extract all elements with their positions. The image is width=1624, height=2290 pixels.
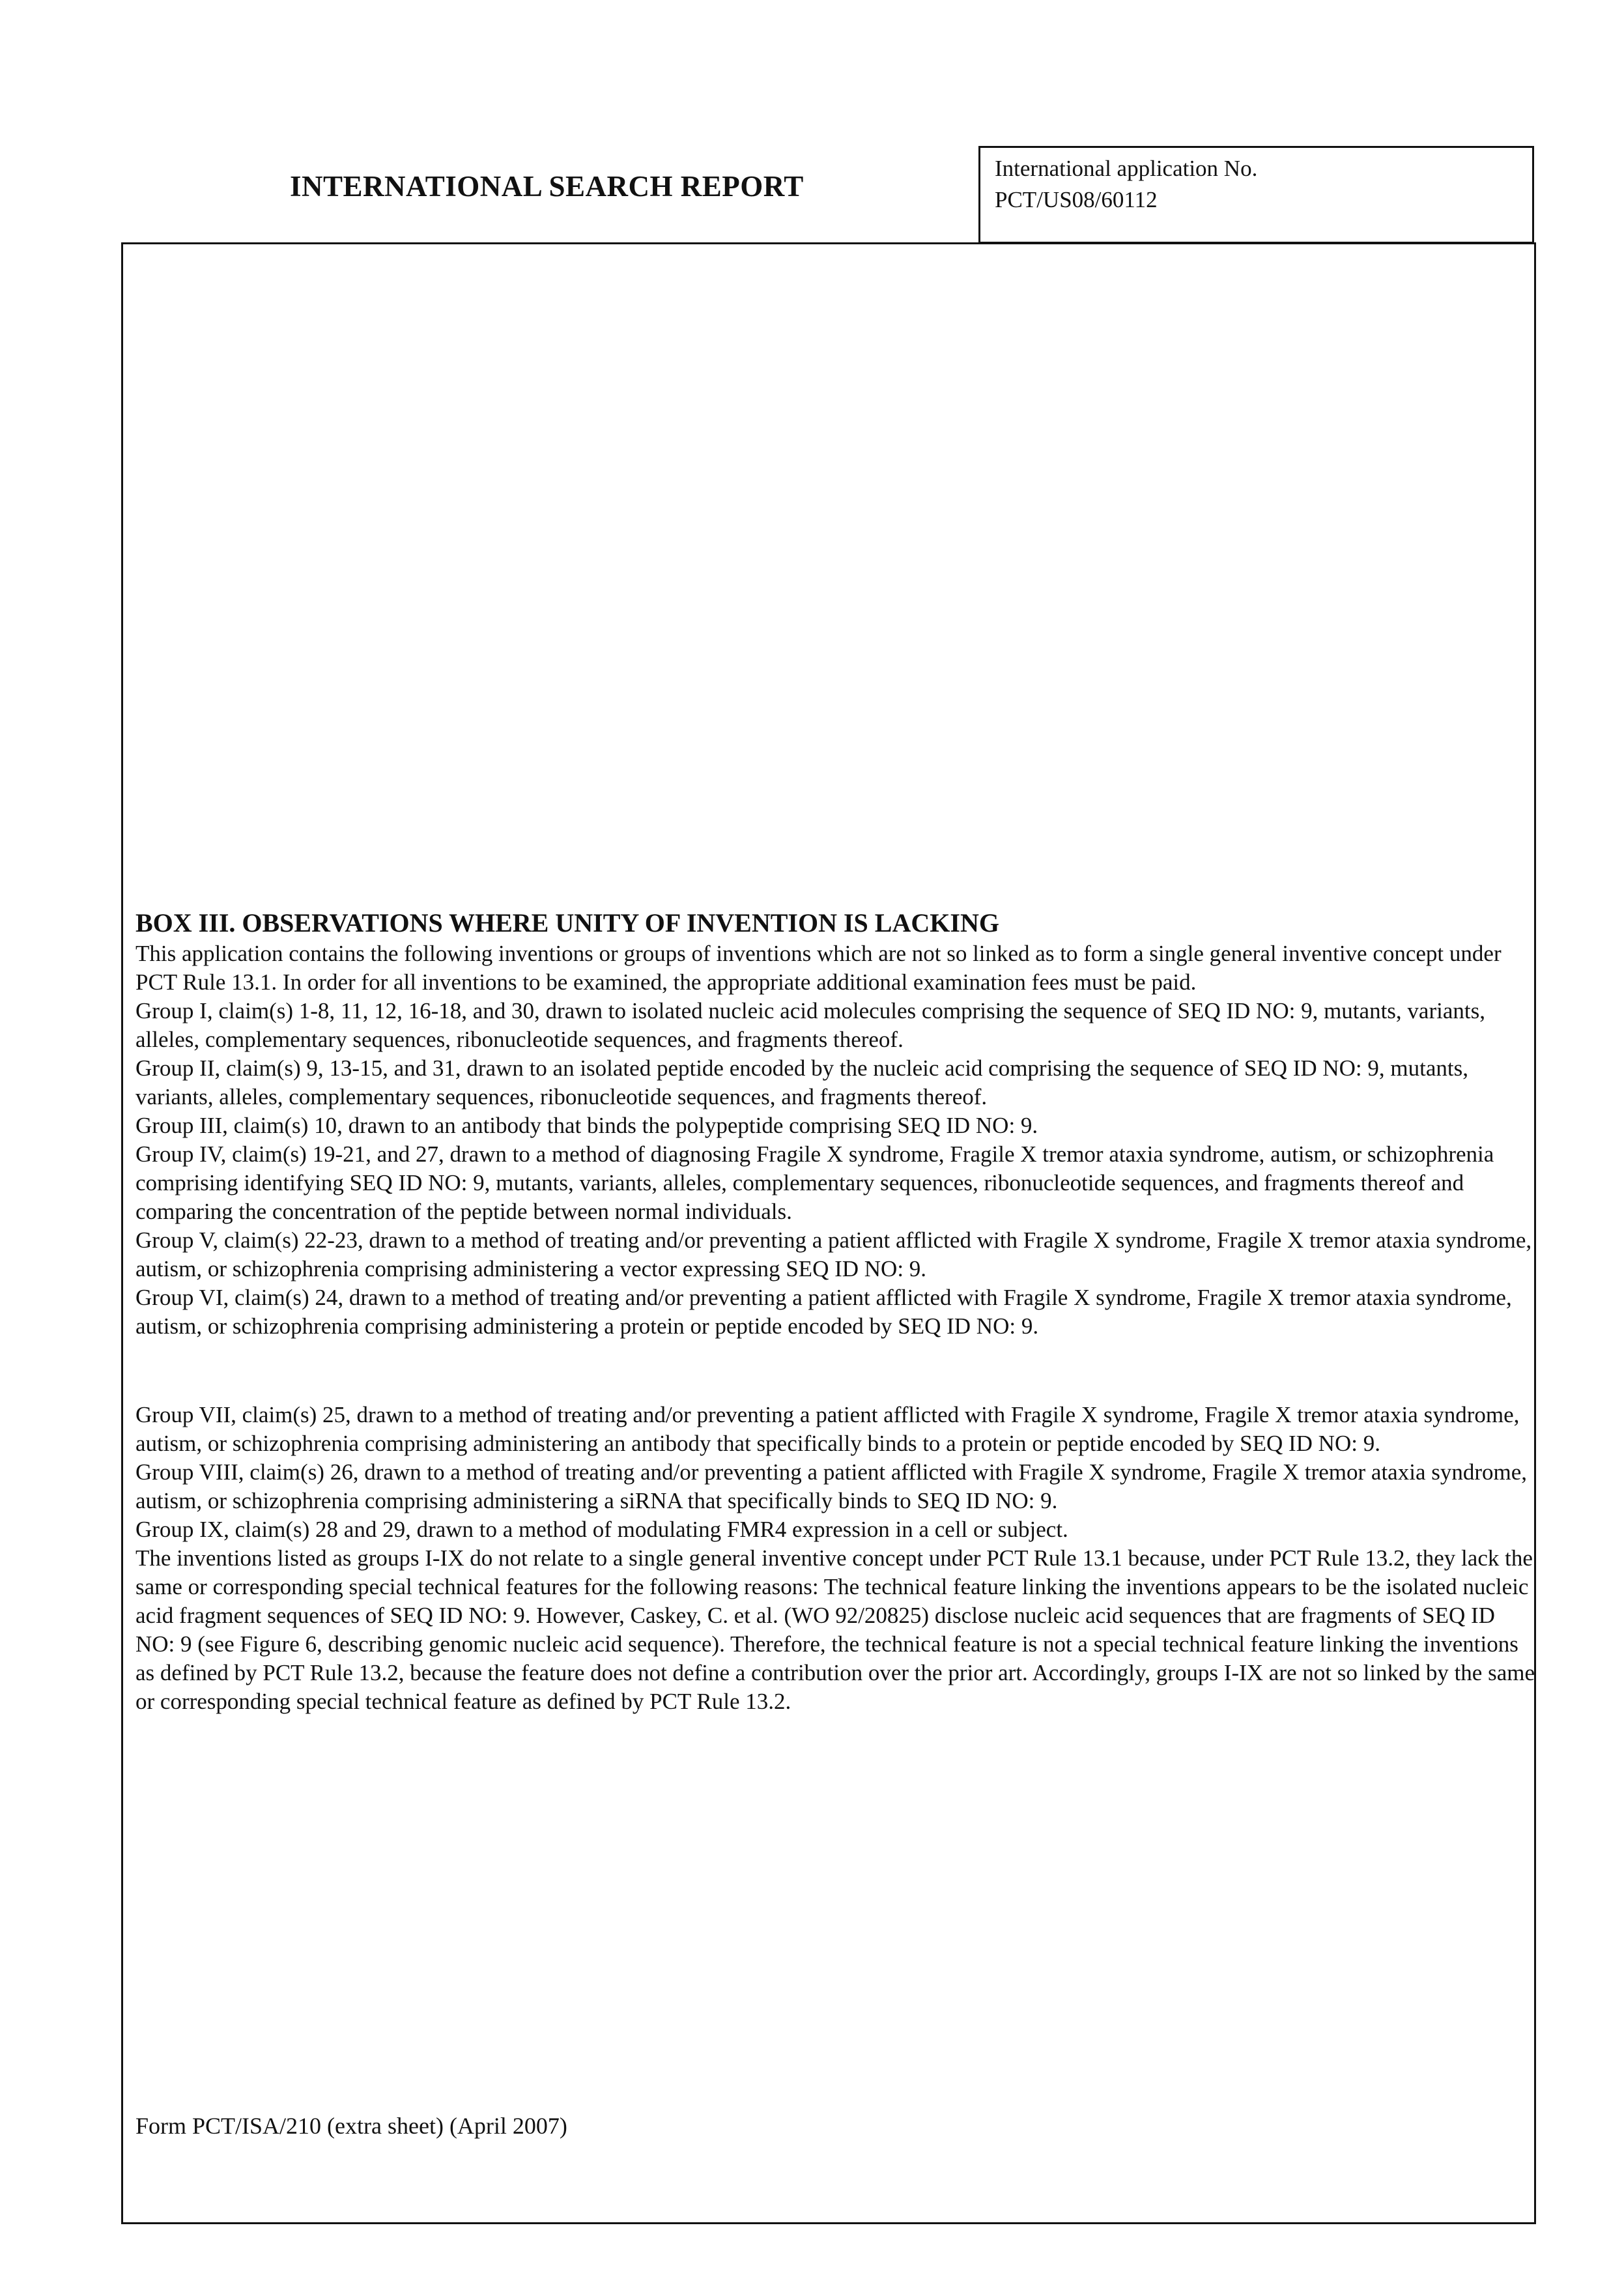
group-item: Group VII, claim(s) 25, drawn to a method of treating and/or preventing a patient afflicted with Fragile X syndrome, Fragile X tremor ataxia syndrome, autism, or schizophrenia comprising administering an antibody that specifically binds to a protein or peptide encoded by SEQ ID NO: 9. [135, 1402, 1520, 1456]
group-item: Group VI, claim(s) 24, drawn to a method of treating and/or preventing a patient afflicted with Fragile X syndrome, Fragile X tremor ataxia syndrome, autism, or schizophrenia comprising administering a protein or peptide encoded by SEQ ID NO: 9. [135, 1285, 1512, 1339]
group-item: Group III, claim(s) 10, drawn to an antibody that binds the polypeptide comprising SEQ ID NO: 9. [135, 1113, 1038, 1138]
application-number-label: International application No. [995, 156, 1258, 181]
application-number-box [978, 146, 1534, 244]
box-iii-section [135, 907, 1536, 1716]
box-iii-intro: This application contains the following inventions or groups of inventions which are not so linked as to form a single general inventive concept under PCT Rule 13.1. In order for all inventions to be examined, the appropriate additional examination fees must be paid. [135, 941, 1502, 995]
page-title: INTERNATIONAL SEARCH REPORT [290, 170, 804, 203]
group-item: Group I, claim(s) 1-8, 11, 12, 16-18, and 30, drawn to isolated nucleic acid molecules comprising the sequence of SEQ ID NO: 9, mutants, variants, alleles, complementary sequences, ribonucleotide sequences, and fragments thereof. [135, 998, 1485, 1052]
group-item: Group II, claim(s) 9, 13-15, and 31, drawn to an isolated peptide encoded by the nucleic acid comprising the sequence of SEQ ID NO: 9, mutants, variants, alleles, complementary sequences, ribonucleotide sequences, and fragments thereof. [135, 1055, 1468, 1109]
box-iii-conclusion: The inventions listed as groups I-IX do not relate to a single general inventive concept under PCT Rule 13.1 because, under PCT Rule 13.2, they lack the same or corresponding special technical features for the following reasons: The technical feature linking the inventions appears to be the isolated nucleic acid fragment sequences of SEQ ID NO: 9. However, Caskey, C. et al. (WO 92/20825) disclose nucleic acid sequences that are fragments of SEQ ID NO: 9 (see Figure 6, describing genomic nucleic acid sequence). Therefore, the technical feature is not a special technical feature linking the inventions as defined by PCT Rule 13.2, because the feature does not define a contribution over the prior art. Accordingly, groups I-IX are not so linked by the same or corresponding special technical feature as defined by PCT Rule 13.2. [135, 1545, 1535, 1714]
group-item: Group IX, claim(s) 28 and 29, drawn to a method of modulating FMR4 expression in a cell or subject. [135, 1517, 1068, 1542]
group-item: Group IV, claim(s) 19-21, and 27, drawn to a method of diagnosing Fragile X syndrome, Fragile X tremor ataxia syndrome, autism, or schizophrenia comprising identifying SEQ ID NO: 9, mutants, variants, alleles, complementary sequences, ribonucleotide sequences, and fragments thereof and comparing the concentration of the peptide between normal individuals. [135, 1141, 1494, 1224]
group-item: Group VIII, claim(s) 26, drawn to a method of treating and/or preventing a patient afflicted with Fragile X syndrome, Fragile X tremor ataxia syndrome, autism, or schizophrenia comprising administering a siRNA that specifically binds to SEQ ID NO: 9. [135, 1459, 1528, 1513]
form-footer: Form PCT/ISA/210 (extra sheet) (April 2007) [135, 2113, 567, 2139]
box-iii-heading: BOX III. OBSERVATIONS WHERE UNITY OF INVENTION IS LACKING [135, 908, 999, 937]
group-item: Group V, claim(s) 22-23, drawn to a method of treating and/or preventing a patient afflicted with Fragile X syndrome, Fragile X tremor ataxia syndrome, autism, or schizophrenia comprising administering a vector expressing SEQ ID NO: 9. [135, 1227, 1532, 1281]
application-number: PCT/US08/60112 [995, 187, 1158, 212]
